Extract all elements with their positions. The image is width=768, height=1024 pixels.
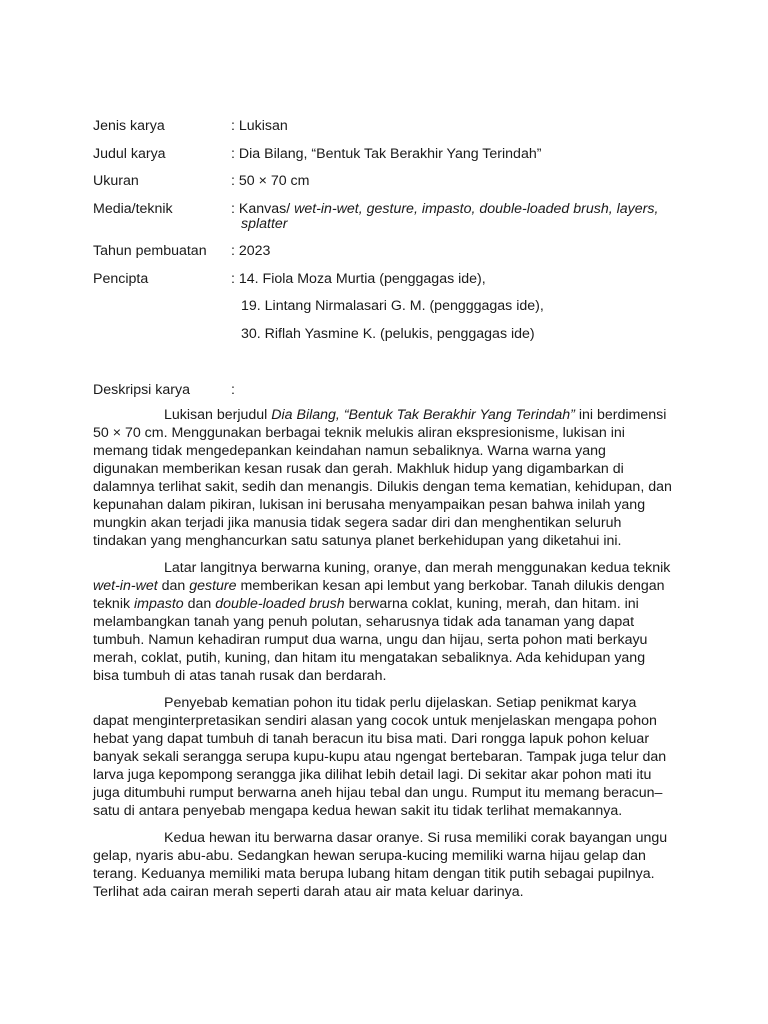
label-media-teknik: Media/teknik <box>93 201 173 217</box>
deskripsi-colon: : <box>231 382 235 398</box>
p2-l3-text-a: teknik <box>93 596 135 612</box>
label-tahun-pembuatan: Tahun pembuatan <box>93 243 207 259</box>
p3-line-2: dapat menginterpretasikan sendiri alasan yang cocok untuk menjelaskan mengapa pohon <box>93 713 657 729</box>
p1-line-8: tindakan yang menghancurkan satu satunya planet berkehidupan yang diketahui ini. <box>93 533 622 549</box>
p2-double-loaded-brush: double-loaded brush <box>215 596 345 612</box>
media-techniques-cont: splatter <box>241 216 288 232</box>
p1-line-4: digunakan memberikan kesan rusak dan gerah. Makhluk hidup yang digambarkan di <box>93 461 624 477</box>
p1-l1-text-a: Lukisan berjudul <box>164 407 272 423</box>
label-ukuran: Ukuran <box>93 173 139 189</box>
paragraph-2 <box>93 559 676 685</box>
p2-line-7: bisa tumbuh di atas tanah rusak dan berdarah. <box>93 668 387 684</box>
value-ukuran: : 50 × 70 cm <box>231 173 310 189</box>
p2-l3-text-b: dan <box>183 596 216 612</box>
p2-l2-text-a: dan <box>157 578 190 594</box>
p2-line-1: Latar langitnya berwarna kuning, oranye, dan merah menggunakan kedua teknik <box>164 560 671 576</box>
p2-line-2 <box>93 577 676 595</box>
painting-title-italic: Dia Bilang, “Bentuk Tak Berakhir Yang Terindah” <box>271 407 575 423</box>
p2-impasto: impasto <box>134 596 184 612</box>
value-pencipta-1: : 14. Fiola Moza Murtia (penggagas ide), <box>231 271 486 287</box>
media-techniques: wet-in-wet, gesture, impasto, double-loaded brush, layers, <box>294 201 659 217</box>
value-media-teknik-line2 <box>241 216 288 232</box>
p1-line-7: mungkin akan terjadi jika manusia tidak segera sadar diri dan menghentikan seluruh <box>93 515 622 531</box>
p2-line-3 <box>93 595 676 613</box>
value-jenis-karya: : Lukisan <box>231 118 288 134</box>
p1-line-3: memang tidak mengedepankan keindahan namun sebaliknya. Warna warna yang <box>93 443 606 459</box>
paragraph-4 <box>93 829 676 901</box>
value-pencipta-2: 19. Lintang Nirmalasari G. M. (pengggagas ide), <box>241 298 544 314</box>
p2-gesture: gesture <box>189 578 237 594</box>
value-pencipta-3: 30. Riflah Yasmine K. (pelukis, penggagas ide) <box>241 326 535 342</box>
p1-line-5: dalamnya terlihat sakit, sedih dan menangis. Dilukis dengan tema kematian, kehidupan, dan <box>93 479 672 495</box>
label-pencipta: Pencipta <box>93 271 149 287</box>
value-media-teknik <box>231 201 658 217</box>
p3-line-6: juga ditumbuhi rumput berwarna aneh hijau tebal dan ungu. Rumput itu memang beracun– <box>93 785 663 801</box>
p4-line-2: gelap, nyaris abu-abu. Sedangkan hewan serupa-kucing memiliki warna hijau gelap dan <box>93 848 646 864</box>
paragraph-1 <box>93 406 676 550</box>
label-jenis-karya: Jenis karya <box>93 118 165 134</box>
p1-l1-text-b: ini berdimensi <box>574 407 667 423</box>
p3-line-5: larva juga kepompong serangga jika dilihat lebih detail lagi. Di sekitar akar pohon mati itu <box>93 767 652 783</box>
p3-line-1: Penyebab kematian pohon itu tidak perlu dijelaskan. Setiap penikmat karya <box>164 695 637 711</box>
p2-wet-in-wet: wet-in-wet <box>93 578 158 594</box>
value-tahun-pembuatan: : 2023 <box>231 243 271 259</box>
p2-line-4: melambangkan tanah yang penuh polutan, seharusnya tidak ada tanaman yang dapat <box>93 614 635 630</box>
p2-line-6: merah, coklat, putih, kuning, dan hitam itu mengatakan sebaliknya. Ada kehidupan yang <box>93 650 646 666</box>
p2-line-5: tumbuh. Namun kehadiran rumput dua warna, ungu dan hijau, serta pohon mati berkayu <box>93 632 648 648</box>
p1-line-2: 50 × 70 cm. Menggunakan berbagai teknik melukis aliran ekspresionisme, lukisan ini <box>93 425 625 441</box>
p4-line-4: Terlihat ada cairan merah seperti darah atau air mata keluar darinya. <box>93 884 524 900</box>
p2-l3-text-c: berwarna coklat, kuning, merah, dan hitam. ini <box>344 596 639 612</box>
media-prefix: : Kanvas/ <box>231 201 295 217</box>
p1-line-6: kepunahan dalam pikiran, lukisan ini berusaha menyampaikan pesan bahwa inilah yang <box>93 497 646 513</box>
p3-line-7: satu di antara penyebab mengapa kedua hewan sakit itu tidak terlihat memakannya. <box>93 803 623 819</box>
p2-l2-text-b: memberikan kesan api lembut yang berkobar. Tanah dilukis dengan <box>236 578 665 594</box>
p4-line-3: terang. Keduanya memiliki mata berupa lubang hitam dengan titik putih sebagai pupilnya. <box>93 866 655 882</box>
p3-line-3: hebat yang dapat tumbuh di tanah beracun itu bisa mati. Dari rongga lapuk pohon keluar <box>93 731 650 747</box>
p4-line-1: Kedua hewan itu berwarna dasar oranye. Si rusa memiliki corak bayangan ungu <box>164 830 668 846</box>
paragraph-3 <box>93 694 676 820</box>
p3-line-4: banyak sekali serangga serupa kupu-kupu atau ngengat bertebaran. Tampak juga telur dan <box>93 749 667 765</box>
p1-line-1 <box>93 406 676 424</box>
label-deskripsi-karya: Deskripsi karya <box>93 382 190 398</box>
label-judul-karya: Judul karya <box>93 146 166 162</box>
value-judul-karya: : Dia Bilang, “Bentuk Tak Berakhir Yang Terindah” <box>231 146 542 162</box>
